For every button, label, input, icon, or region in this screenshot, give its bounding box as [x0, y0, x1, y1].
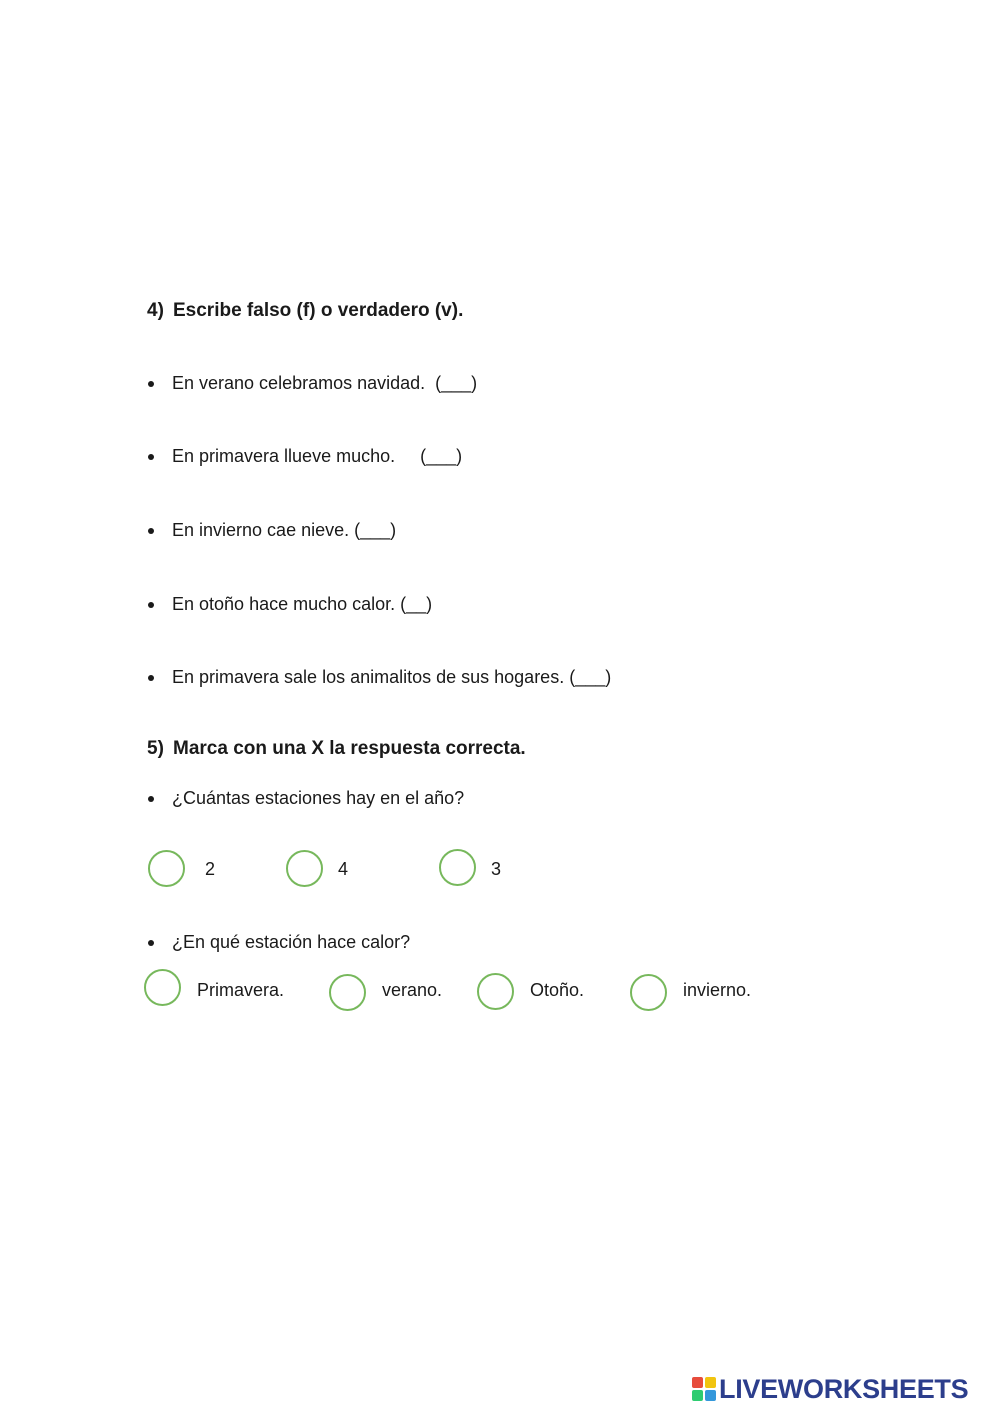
statement-text: En invierno cae nieve. (___) — [172, 520, 397, 540]
bullet-icon — [148, 675, 154, 681]
bullet-icon — [148, 796, 154, 802]
section-4-number: 4) — [147, 300, 164, 321]
question-text: ¿En qué estación hace calor? — [172, 932, 411, 952]
bullet-icon — [148, 528, 154, 534]
statement-text: En otoño hace mucho calor. (__) — [172, 594, 433, 614]
logo-blocks-icon — [692, 1377, 716, 1401]
section-5-heading — [147, 738, 526, 760]
statement-text: En verano celebramos navidad. (___) — [172, 373, 478, 393]
bullet-icon — [148, 454, 154, 460]
bullet-icon — [148, 381, 154, 387]
section-5-title: Marca con una X la respuesta correcta. — [173, 738, 526, 759]
liveworksheets-logo — [692, 1372, 968, 1406]
answer-label: invierno. — [683, 980, 752, 1000]
answer-label: Primavera. — [197, 980, 285, 1000]
answer-label: verano. — [382, 980, 443, 1000]
answer-label: 4 — [338, 859, 349, 879]
answer-radio-2[interactable] — [148, 850, 185, 887]
section-4-title: Escribe falso (f) o verdadero (v). — [173, 300, 464, 321]
answer-radio-invierno[interactable] — [630, 974, 667, 1011]
answer-radio-otono[interactable] — [477, 973, 514, 1010]
answer-label: 2 — [205, 859, 216, 879]
section-5-number: 5) — [147, 738, 164, 759]
answer-radio-verano[interactable] — [329, 974, 366, 1011]
answer-radio-primavera[interactable] — [144, 969, 181, 1006]
statement-text: En primavera llueve mucho. (___) — [172, 446, 463, 466]
answer-label: 3 — [491, 859, 502, 879]
logo-text: LIVEWORKSHEETS — [719, 1373, 969, 1404]
bullet-icon — [148, 602, 154, 608]
answer-label: Otoño. — [530, 980, 585, 1000]
question-text: ¿Cuántas estaciones hay en el año? — [172, 788, 465, 808]
answer-radio-4[interactable] — [286, 850, 323, 887]
bullet-icon — [148, 940, 154, 946]
statement-text: En primavera sale los animalitos de sus hogares. (___) — [172, 667, 612, 687]
section-4-heading — [147, 300, 463, 322]
answer-radio-3[interactable] — [439, 849, 476, 886]
